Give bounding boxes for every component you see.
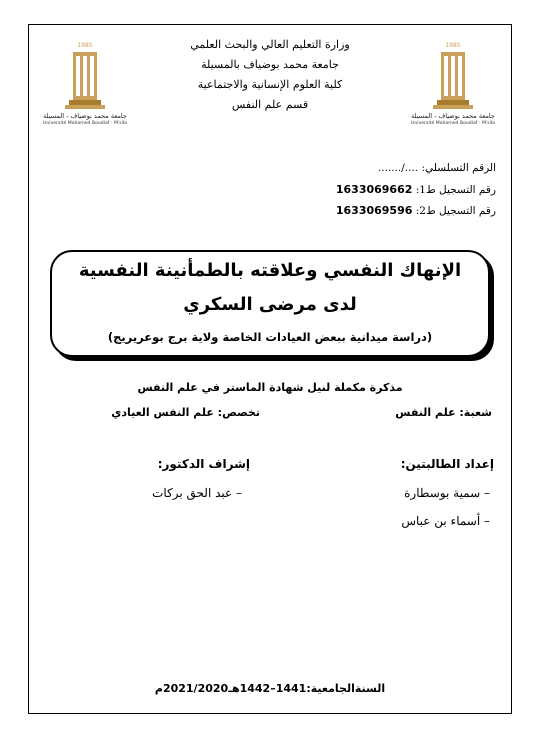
student-name-1: – سمية بوسطارة [404, 486, 490, 500]
registration-1-value: 1633069662 [335, 183, 413, 196]
serial-number: الرقم التسلسلي: ..../....... [377, 162, 496, 174]
logo-year: 1985 [77, 42, 93, 49]
supervisor-heading: إشراف الدكتور: [157, 457, 250, 471]
ministry-name: وزارة التعليم العالي والبحث العلمي [190, 38, 350, 51]
university-logo-left [40, 42, 130, 132]
university-emblem-icon [408, 46, 498, 116]
registration-2 [266, 204, 496, 225]
students-heading: إعداد الطالبتين: [400, 457, 494, 471]
logo-caption-fr: Université Mohamed Boudiaf - M'sila [411, 121, 495, 126]
thesis-title-box [50, 250, 490, 357]
registration-2-value: 1633069596 [335, 204, 413, 217]
registration-1-label: رقم التسجيل ط1: [412, 184, 496, 196]
thesis-subtitle: (دراسة ميدانية ببعض العيادات الخاصة ولاية برج بوعريريج) [107, 330, 433, 344]
logo-year: 1985 [445, 42, 461, 49]
registration-1 [266, 183, 496, 204]
branch-label: شعبة: علم النفس [395, 406, 492, 419]
supervisor-name: – عبد الحق بركات [152, 486, 242, 500]
university-logo-right [408, 42, 498, 132]
logo-caption-ar: جامعة محمد بوضياف - المسيلة [411, 112, 495, 120]
academic-year: السنةالجامعية:1441–1442هـ2021/2020م [154, 682, 386, 695]
university-emblem-icon [40, 46, 130, 116]
registration-info [266, 162, 496, 225]
thesis-title-line2: لدى مرضى السكري [183, 294, 357, 315]
thesis-description: مذكرة مكملة لنيل شهادة الماستر في علم النفس [137, 381, 403, 394]
student-name-2: – أسماء بن عباس [401, 514, 490, 528]
registration-2-label: رقم التسجيل ط2: [412, 205, 496, 217]
faculty-name: كلية العلوم الإنسانية والاجتماعية [197, 78, 343, 91]
specialty-label: تخصص: علم النفس العيادي [111, 406, 260, 419]
logo-caption-ar: جامعة محمد بوضياف - المسيلة [43, 112, 127, 120]
logo-caption-fr: Université Mohamed Boudiaf - M'sila [43, 121, 127, 126]
university-name: جامعة محمد بوضياف بالمسيلة [201, 58, 339, 71]
thesis-title-line1: الإنهاك النفسي وعلاقته بالطمأنينة النفسية [78, 260, 462, 281]
department-name: قسم علم النفس [231, 98, 309, 111]
institution-header [150, 35, 390, 115]
